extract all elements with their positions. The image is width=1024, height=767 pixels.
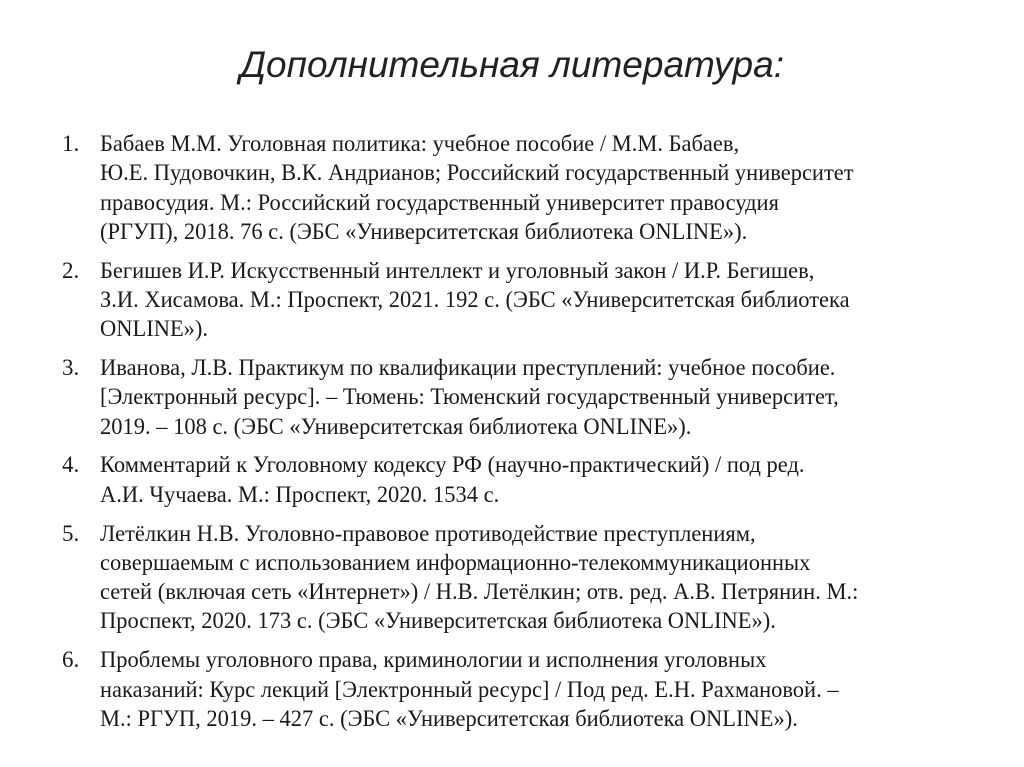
reference-text-line: ONLINE»). (100, 316, 209, 342)
reference-text-line: З.И. Хисамова. М.: Проспект, 2021. 192 с. (ЭБС «Университетская библиотека (100, 286, 850, 312)
reference-text-line: М.: РГУП, 2019. – 427 с. (ЭБС «Университетская библиотека ONLINE»). (100, 705, 798, 731)
reference-item (60, 645, 1000, 733)
reference-text-line: А.И. Чучаева. М.: Проспект, 2020. 1534 с. (100, 481, 500, 507)
reference-text-line: Летёлкин Н.В. Уголовно-правовое противодействие преступлениям, (100, 520, 756, 546)
reference-text-line: Комментарий к Уголовному кодексу РФ (научно-практический) / под ред. (100, 452, 805, 478)
reference-number: 1. (62, 131, 80, 156)
references-list (60, 129, 1000, 743)
reference-text-line: Проблемы уголовного права, криминологии и исполнения уголовных (100, 647, 767, 673)
reference-text-line: (РГУП), 2018. 76 с. (ЭБС «Университетская библиотека ONLINE»). (100, 218, 748, 244)
reference-item (60, 450, 1000, 509)
reference-text-line: Бабаев М.М. Уголовная политика: учебное пособие / М.М. Бабаев, (100, 131, 740, 156)
reference-text-line: сетей (включая сеть «Интернет») / Н.В. Летёлкин; отв. ред. А.В. Петрянин. М.: (100, 579, 859, 605)
reference-item (60, 519, 1000, 636)
reference-text-line: [Электронный ресурс]. – Тюмень: Тюменский государственный университет, (100, 384, 839, 410)
reference-text-line: Ю.Е. Пудовочкин, В.К. Андрианов; Российский государственный университет (100, 160, 854, 186)
reference-text-line: Бегишев И.Р. Искусственный интеллект и уголовный закон / И.Р. Бегишев, (100, 257, 815, 283)
reference-item (60, 353, 1000, 441)
reference-text-line: Иванова, Л.В. Практикум по квалификации преступлений: учебное пособие. (100, 355, 836, 381)
reference-text-line: Проспект, 2020. 173 с. (ЭБС «Университетская библиотека ONLINE»). (100, 608, 776, 634)
reference-text-line: наказаний: Курс лекций [Электронный ресурс] / Под ред. Е.Н. Рахмановой. – (100, 676, 839, 702)
reference-number: 2. (62, 257, 80, 283)
reference-item (60, 129, 1000, 246)
reference-number: 5. (62, 520, 80, 546)
reference-number: 6. (62, 647, 80, 673)
reference-text-line: совершаемым с использованием информационно-телекоммуникационных (100, 549, 811, 575)
reference-text-line: правосудия. М.: Российский государственный университет правосудия (100, 189, 779, 215)
reference-number: 3. (62, 355, 80, 381)
reference-text-line: 2019. – 108 с. (ЭБС «Университетская библиотека ONLINE»). (100, 413, 692, 439)
slide-title: Дополнительная литература: (240, 44, 784, 85)
reference-number: 4. (62, 452, 80, 478)
reference-item (60, 256, 1000, 344)
